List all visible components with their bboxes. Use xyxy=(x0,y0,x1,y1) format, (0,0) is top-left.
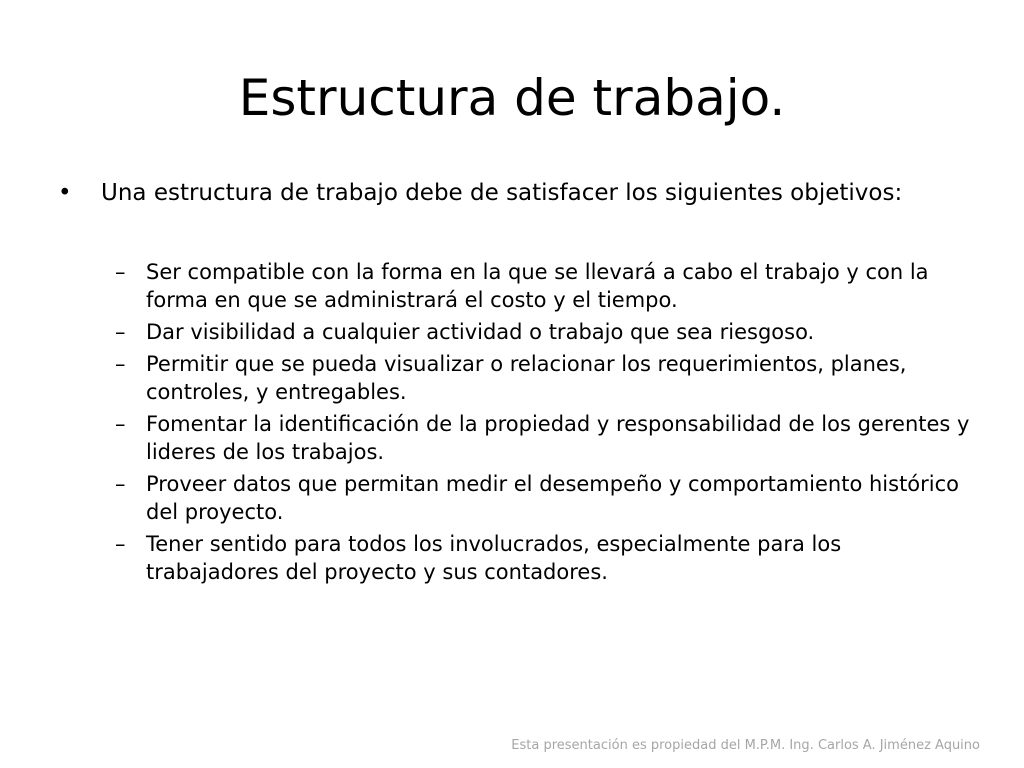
dash-icon: – xyxy=(115,320,126,344)
sub-bullet-text: Fomentar la identificación de la propiedad y responsabilidad de los gerentes y lideres de los trabajos. xyxy=(146,412,970,464)
sub-bullet-item xyxy=(58,258,978,314)
sub-bullet-item xyxy=(58,350,978,406)
sub-bullet-text: Proveer datos que permitan medir el desempeño y comportamiento histórico del proyecto. xyxy=(146,472,960,524)
sub-bullet-item xyxy=(58,410,978,466)
sub-bullet-text: Ser compatible con la forma en la que se llevará a cabo el trabajo y con la forma en que se administrará el costo y el tiempo. xyxy=(146,260,929,312)
dash-icon: – xyxy=(115,412,126,436)
sub-bullet-list xyxy=(58,258,978,586)
sub-bullet-item xyxy=(58,470,978,526)
main-bullet-point xyxy=(58,178,978,208)
dash-icon: – xyxy=(115,472,126,496)
dash-icon: – xyxy=(115,352,126,376)
sub-bullet-item xyxy=(58,530,978,586)
slide-body xyxy=(58,178,978,590)
sub-bullet-text: Permitir que se pueda visualizar o relacionar los requerimientos, planes, controles, y entregables. xyxy=(146,352,907,404)
bullet-icon: • xyxy=(58,180,72,206)
slide-title: Estructura de trabajo. xyxy=(238,69,786,127)
sub-bullet-text: Dar visibilidad a cualquier actividad o trabajo que sea riesgoso. xyxy=(146,320,815,344)
main-bullet-text: Una estructura de trabajo debe de satisfacer los siguientes objetivos: xyxy=(101,180,903,206)
dash-icon: – xyxy=(115,260,126,284)
sub-bullet-text: Tener sentido para todos los involucrados, especialmente para los trabajadores del proyecto y sus contadores. xyxy=(146,532,842,584)
dash-icon: – xyxy=(115,532,126,556)
footer-copyright: Esta presentación es propiedad del M.P.M. Ing. Carlos A. Jiménez Aquino xyxy=(511,738,980,753)
sub-bullet-item xyxy=(58,318,978,346)
